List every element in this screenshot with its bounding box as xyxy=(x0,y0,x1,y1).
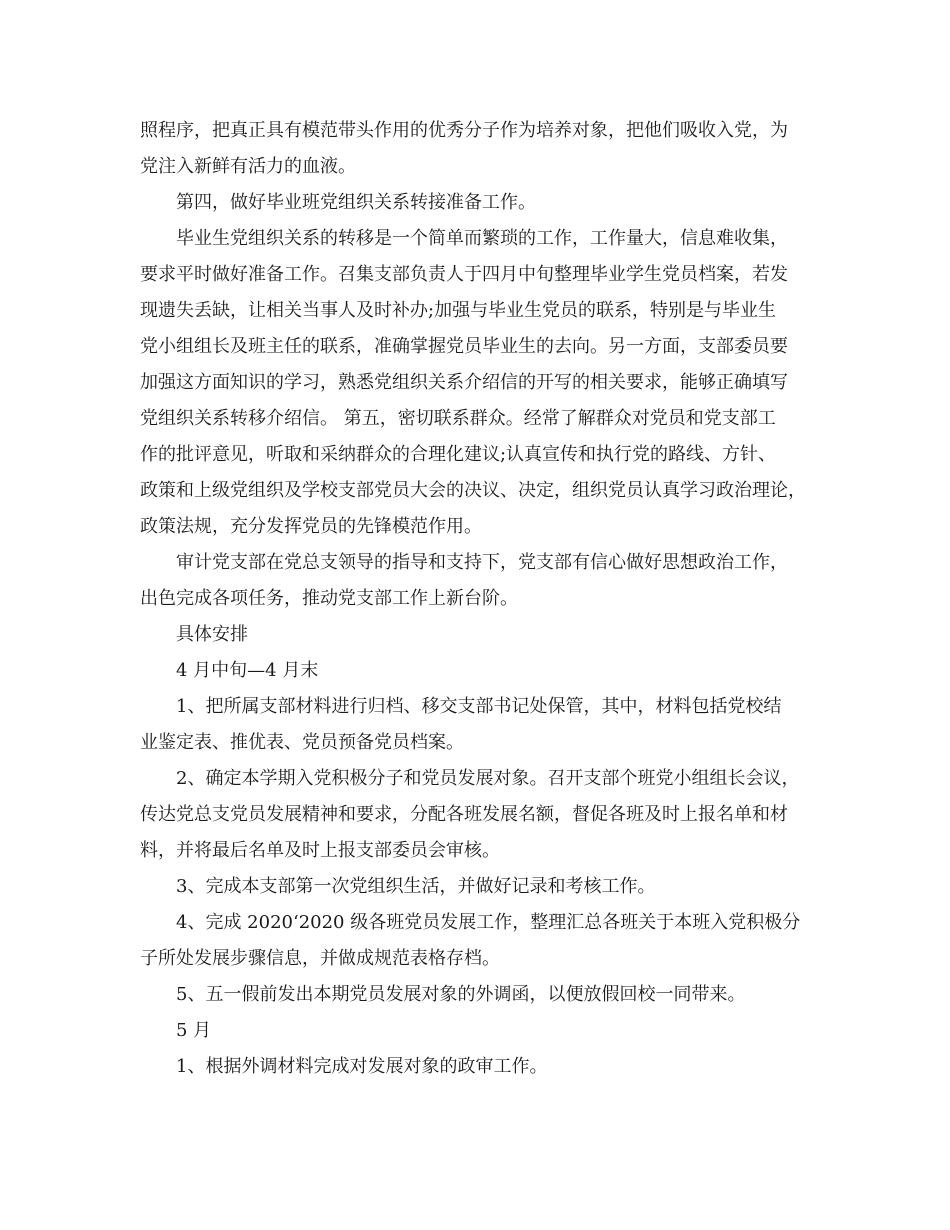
paragraph xyxy=(140,1049,840,1085)
text-line: 具体安排 xyxy=(176,624,248,645)
document-body xyxy=(140,113,840,1085)
text-line: 4 月中旬—4 月末 xyxy=(176,660,319,681)
text-line: 业鉴定表、推优表、党员预备党员档案。 xyxy=(140,732,464,753)
text-line: 政策和上级党组织及学校支部党员大会的决议、决定，组织党员认真学习政治理论， xyxy=(140,480,806,501)
text-line: 1、根据外调材料完成对发展对象的政审工作。 xyxy=(176,1056,548,1077)
text-line: 加强这方面知识的学习，熟悉党组织关系介绍信的开写的相关要求，能够正确填写 xyxy=(140,372,788,393)
text-line: 出色完成各项任务，推动党支部工作上新台阶。 xyxy=(140,588,518,609)
text-line: 政策法规，充分发挥党员的先锋模范作用。 xyxy=(140,516,482,537)
paragraph xyxy=(140,905,840,977)
paragraph xyxy=(140,113,840,185)
text-line: 5 月 xyxy=(176,1020,212,1041)
paragraph xyxy=(140,653,840,689)
text-line: 2、确定本学期入党积极分子和党员发展对象。召开支部个班党小组组长会议， xyxy=(176,768,800,789)
text-line: 要求平时做好准备工作。召集支部负责人于四月中旬整理毕业学生党员档案，若发 xyxy=(140,264,788,285)
text-line: 子所处发展步骤信息，并做成规范表格存档。 xyxy=(140,948,500,969)
paragraph xyxy=(140,185,840,221)
text-line: 1、把所属支部材料进行归档、移交支部书记处保管，其中，材料包括党校结 xyxy=(176,696,782,717)
paragraph xyxy=(140,761,840,869)
text-line: 审计党支部在党总支领导的指导和支持下，党支部有信心做好思想政治工作， xyxy=(176,552,788,573)
text-line: 现遗失丢缺，让相关当事人及时补办;加强与毕业生党员的联系，特别是与毕业生 xyxy=(140,300,777,321)
paragraph xyxy=(140,617,840,653)
text-line: 第四，做好毕业班党组织关系转接准备工作。 xyxy=(176,192,536,213)
text-line: 传达党总支党员发展精神和要求，分配各班发展名额，督促各班及时上报名单和材 xyxy=(140,804,788,825)
text-line: 党小组组长及班主任的联系，准确掌握党员毕业生的去向。另一方面，支部委员要 xyxy=(140,336,788,357)
paragraph xyxy=(140,869,840,905)
text-line: 料，并将最后名单及时上报支部委员会审核。 xyxy=(140,840,500,861)
text-line: 4、完成 2020‘2020 级各班党员发展工作，整理汇总各班关于本班入党积极分 xyxy=(176,912,801,933)
text-line: 照程序，把真正具有模范带头作用的优秀分子作为培养对象，把他们吸收入党，为 xyxy=(140,120,788,141)
text-line: 党组织关系转移介绍信。 第五，密切联系群众。经常了解群众对党员和党支部工 xyxy=(140,408,776,429)
text-line: 3、完成本支部第一次党组织生活，并做好记录和考核工作。 xyxy=(176,876,656,897)
paragraph xyxy=(140,689,840,761)
paragraph xyxy=(140,545,840,617)
paragraph xyxy=(140,1013,840,1049)
paragraph xyxy=(140,221,840,545)
text-line: 党注入新鲜有活力的血液。 xyxy=(140,156,356,177)
text-line: 毕业生党组织关系的转移是一个简单而繁琐的工作，工作量大，信息难收集， xyxy=(176,228,788,249)
text-line: 5、五一假前发出本期党员发展对象的外调函，以便放假回校一同带来。 xyxy=(176,984,746,1005)
paragraph xyxy=(140,977,840,1013)
text-line: 作的批评意见，听取和采纳群众的合理化建议;认真宣传和执行党的路线、方针、 xyxy=(140,444,777,465)
